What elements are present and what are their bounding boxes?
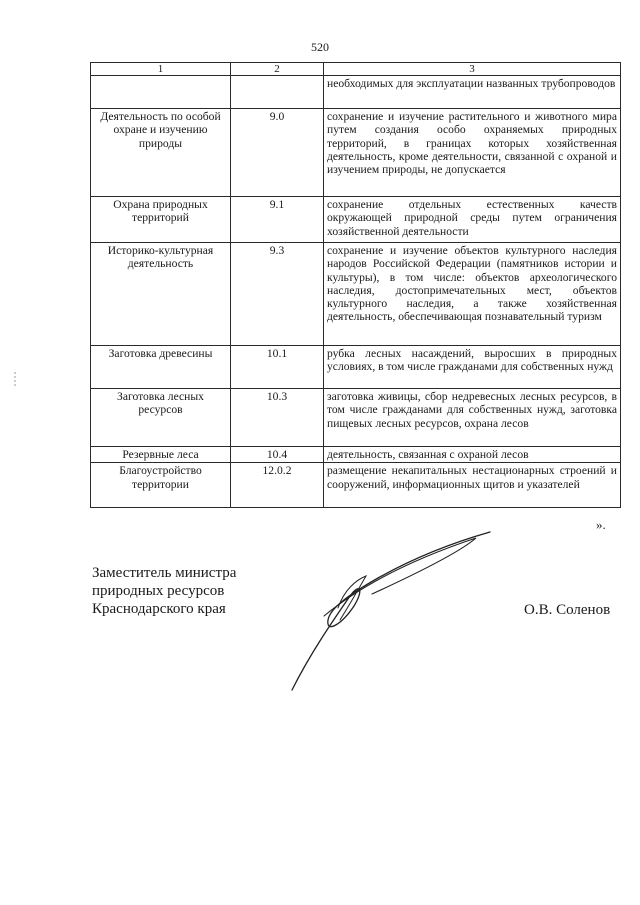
table-row: [91, 463, 621, 508]
activity-name-cell: [91, 76, 231, 109]
header-cell-3: 3: [324, 63, 621, 76]
handwritten-signature: [280, 524, 500, 694]
activity-description-cell: заготовка живицы, сбор недревесных лесных ресурсов, в том числе гражданами для собственных нужд, заготовка пищевых лесных ресурсов, охрана лесов: [324, 389, 621, 447]
signatory-name: О.В. Соленов: [524, 602, 611, 618]
table-row: [91, 197, 621, 243]
signatory-title-line: Краснодарского края: [92, 601, 226, 617]
activity-name-cell: Резервные леса: [91, 447, 231, 463]
activity-description-cell: размещение некапитальных нестационарных строений и сооружений, информационных щитов и указателей: [324, 463, 621, 508]
activity-name-cell: Заготовка древесины: [91, 346, 231, 389]
activity-code-cell: 10.3: [231, 389, 324, 447]
activity-description-cell: необходимых для эксплуатации названных трубопроводов: [324, 76, 621, 109]
closing-quote: ».: [596, 517, 606, 532]
activity-name-cell: Охрана природных территорий: [91, 197, 231, 243]
activity-description-cell: рубка лесных насаждений, выросших в природных условиях, в том числе гражданами для собственных нужд: [324, 346, 621, 389]
margin-mark: [14, 372, 16, 388]
table-row: [91, 243, 621, 346]
activity-code-cell: 12.0.2: [231, 463, 324, 508]
activity-code-cell: 9.1: [231, 197, 324, 243]
land-use-table: [90, 62, 621, 508]
header-cell-2: 2: [231, 63, 324, 76]
activity-description-cell: сохранение отдельных естественных качеств окружающей природной среды путем ограничения хозяйственной деятельности: [324, 197, 621, 243]
activity-code-cell: 9.0: [231, 109, 324, 197]
activity-name-cell: Заготовка лесных ресурсов: [91, 389, 231, 447]
activity-description-cell: сохранение и изучение растительного и животного мира путем создания особо охраняемых природных территорий, в границах которых хозяйственная деятельность, кроме деятельности, связанной с охраной и изучением природы, не допускается: [324, 109, 621, 197]
activity-description-cell: сохранение и изучение объектов культурного наследия народов Российской Федерации (памятников истории и культуры), в том числе: объектов археологического наследия, достопримечательных мест, объектов культурного наследия, а также хозяйственная деятельность, обеспечивающая познавательный туризм: [324, 243, 621, 346]
table-row: [91, 76, 621, 109]
activity-description-cell: деятельность, связанная с охраной лесов: [324, 447, 621, 463]
activity-code-cell: 9.3: [231, 243, 324, 346]
signatory-title: [92, 564, 236, 618]
header-cell-1: 1: [91, 63, 231, 76]
activity-name-cell: Историко-культурная деятельность: [91, 243, 231, 346]
table-row: [91, 346, 621, 389]
activity-name-cell: Деятельность по особой охране и изучению природы: [91, 109, 231, 197]
table-row: [91, 389, 621, 447]
activity-name-cell: Благоустройство территории: [91, 463, 231, 508]
table-row: [91, 109, 621, 197]
activity-code-cell: 10.4: [231, 447, 324, 463]
signatory-title-line: Заместитель министра: [92, 565, 237, 581]
signatory-title-line: природных ресурсов: [92, 583, 225, 599]
page-number: 520: [311, 40, 329, 54]
activity-code-cell: [231, 76, 324, 109]
table-row: [91, 447, 621, 463]
table-header-row: [91, 63, 621, 76]
activity-code-cell: 10.1: [231, 346, 324, 389]
